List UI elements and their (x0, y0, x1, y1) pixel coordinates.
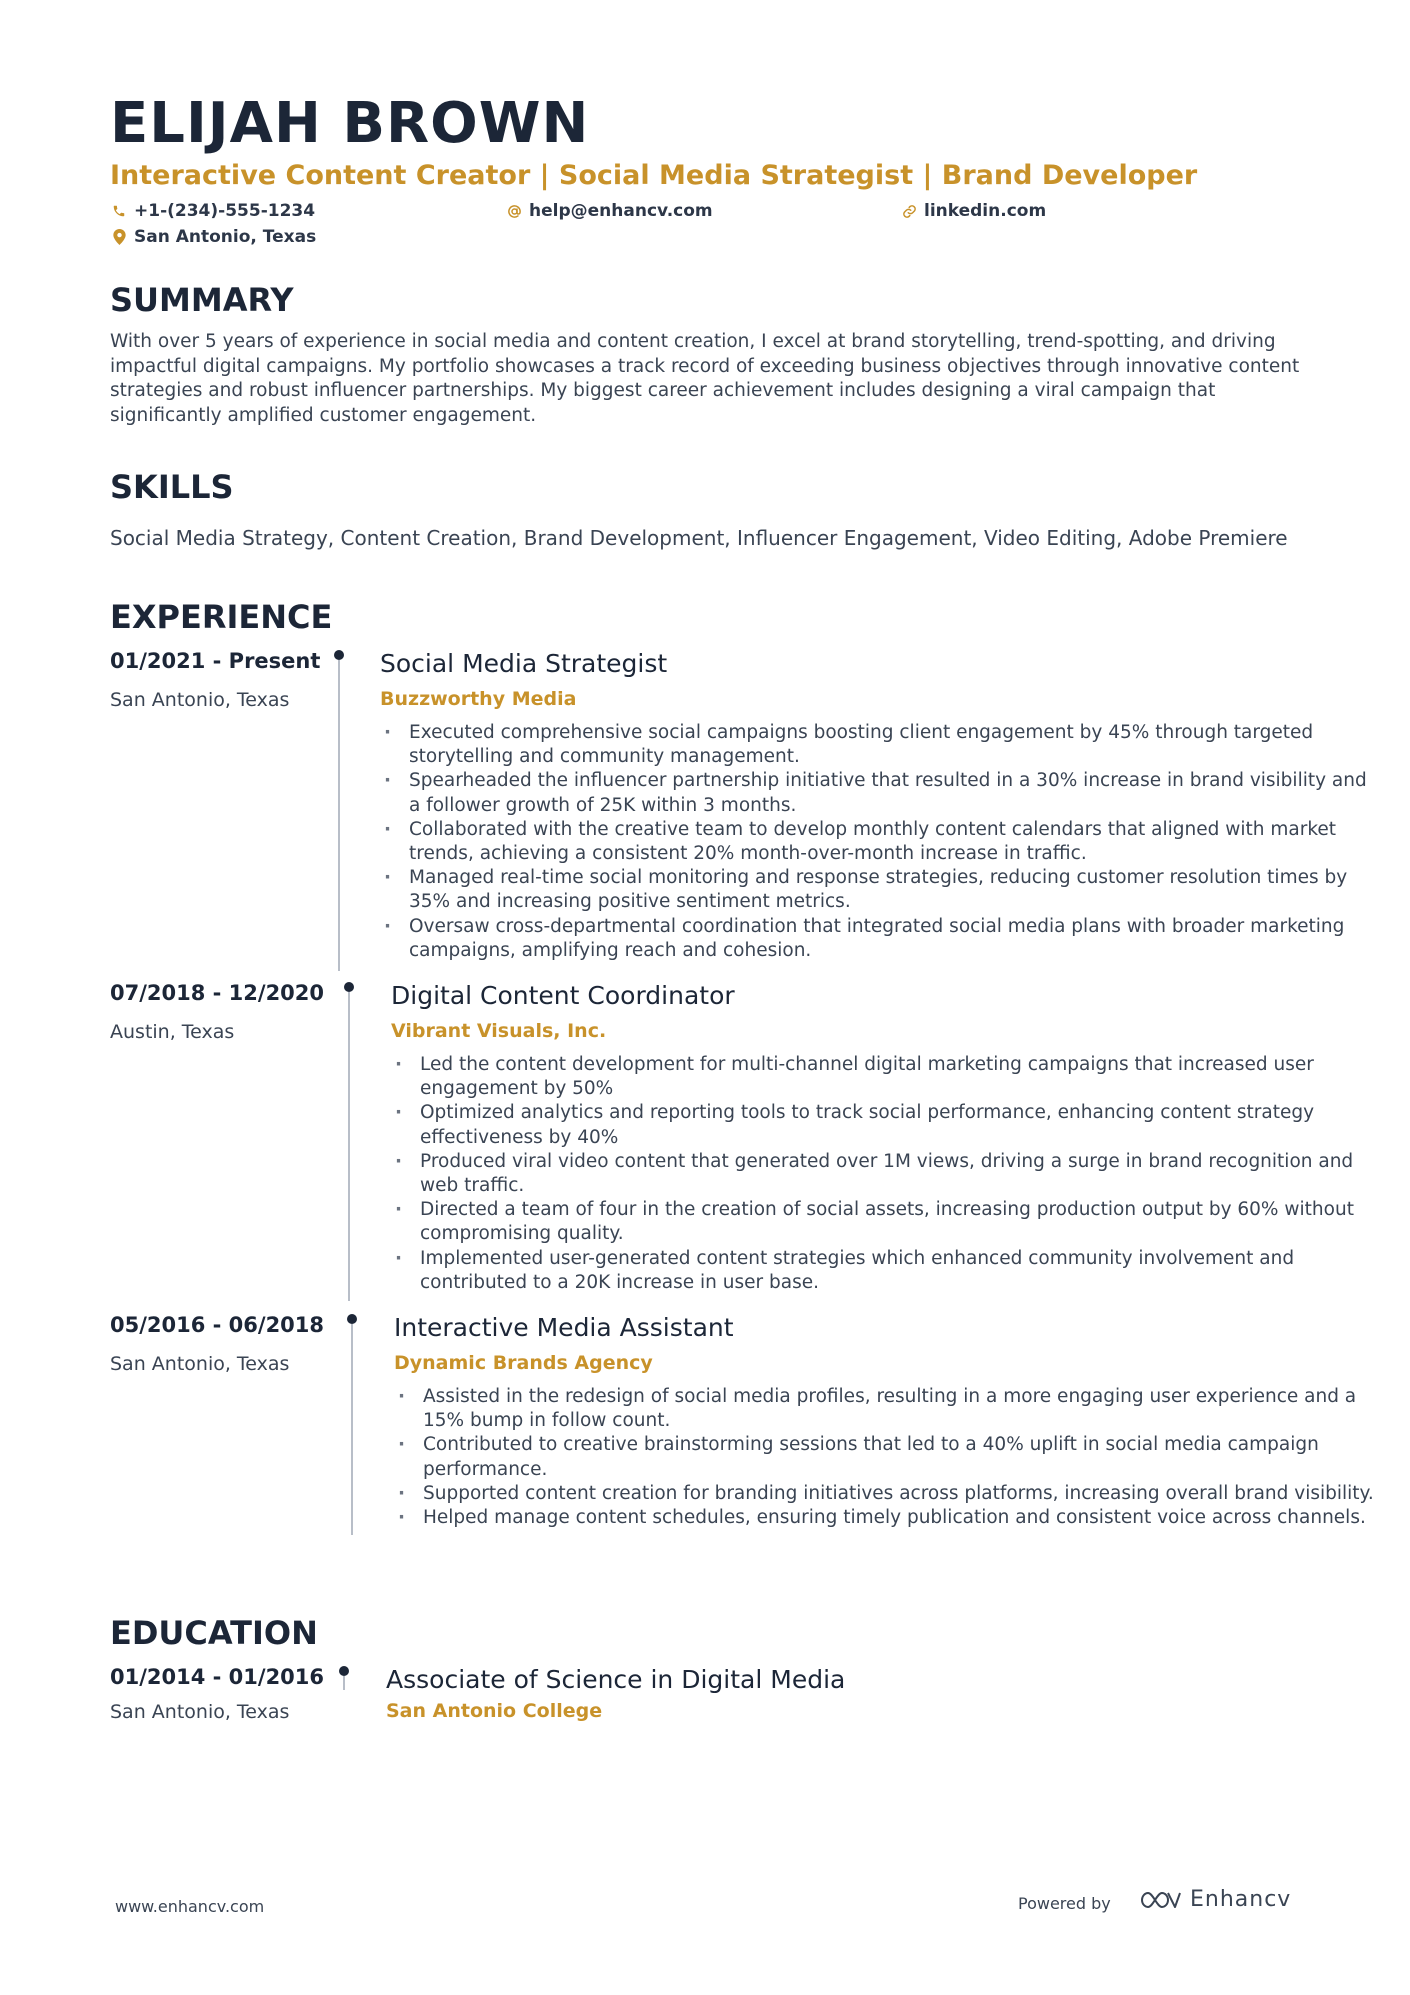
job-role: Digital Content Coordinator (391, 981, 735, 1010)
link-icon (900, 202, 918, 220)
job-bullets (391, 1053, 1391, 1295)
list-item: · Contributed to creative brainstorming sessions that led to a 40% uplift in social media campaign performance. (394, 1433, 1394, 1481)
contact-phone (110, 202, 315, 220)
phone-icon (110, 202, 128, 220)
list-item: · Oversaw cross-departmental coordination that integrated social media plans with broader marketing campaigns, amplifying reach and cohesion. (380, 915, 1380, 963)
location-text: San Antonio, Texas (134, 226, 317, 247)
footer-url[interactable]: www.enhancv.com (115, 1897, 265, 1916)
timeline-line (343, 1676, 345, 1690)
timeline-dot (339, 1666, 349, 1676)
job-location: Austin, Texas (110, 1021, 235, 1043)
education-school: San Antonio College (386, 1700, 603, 1722)
list-item: · Collaborated with the creative team to develop monthly content calendars that aligned with market trends, achieving a consistent 20% month-over-month increase in traffic. (380, 818, 1380, 866)
phone-text: +1-(234)-555-1234 (134, 200, 316, 221)
powered-by-label: Powered by (1018, 1894, 1111, 1913)
location-pin-icon (110, 228, 128, 246)
linkedin-text[interactable]: linkedin.com (924, 200, 1047, 221)
education-dates: 01/2014 - 01/2016 (110, 1665, 325, 1689)
job-dates: 05/2016 - 06/2018 (110, 1313, 325, 1337)
experience-heading: EXPERIENCE (110, 598, 333, 636)
list-item: · Supported content creation for branding initiatives across platforms, increasing overall brand visibility. (394, 1482, 1394, 1506)
job-role: Social Media Strategist (380, 649, 668, 678)
enhancv-brand[interactable] (1138, 1887, 1291, 1912)
brand-name: Enhancv (1190, 1887, 1292, 1912)
timeline-dot (334, 650, 344, 660)
list-item: · Executed comprehensive social campaigns boosting client engagement by 45% through targeted storytelling and community management. (380, 721, 1380, 769)
summary-text: With over 5 years of experience in social media and content creation, I excel at brand storytelling, trend-spotting, and driving impactful digital campaigns. My portfolio showcases a track record of exceeding business objectives through innovative content strategies and robust influencer partnerships. My biggest career achievement includes designing a viral campaign that significantly amplified customer engagement. (110, 331, 1300, 426)
list-item: · Spearheaded the influencer partnership initiative that resulted in a 30% increase in brand visibility and a follower growth of 25K within 3 months. (380, 769, 1380, 817)
list-item: · Optimized analytics and reporting tools to track social performance, enhancing content strategy effectiveness by 40% (391, 1101, 1391, 1149)
job-company: Dynamic Brands Agency (394, 1352, 653, 1374)
skills-text: Social Media Strategy, Content Creation, Brand Development, Influencer Engagement, Video Editing, Adobe Premiere (110, 526, 1288, 550)
contact-linkedin[interactable] (900, 202, 1046, 220)
job-company: Vibrant Visuals, Inc. (391, 1020, 607, 1042)
candidate-name: ELIJAH BROWN (110, 91, 590, 156)
summary-heading: SUMMARY (110, 281, 294, 319)
job-location: San Antonio, Texas (110, 689, 290, 711)
job-location: San Antonio, Texas (110, 1353, 290, 1375)
list-item: · Implemented user-generated content strategies which enhanced community involvement and contributed to a 20K increase in user base. (391, 1247, 1391, 1295)
candidate-title: Interactive Content Creator | Social Media Strategist | Brand Developer (110, 160, 1198, 191)
list-item: · Assisted in the redesign of social media profiles, resulting in a more engaging user experience and a 15% bump in follow count. (394, 1385, 1394, 1433)
job-dates: 01/2021 - Present (110, 649, 321, 673)
list-item: · Directed a team of four in the creation of social assets, increasing production output by 60% without compromising quality. (391, 1198, 1391, 1246)
contact-location (110, 228, 316, 246)
list-item: · Led the content development for multi-channel digital marketing campaigns that increased user engagement by 50% (391, 1053, 1391, 1101)
skills-heading: SKILLS (110, 468, 234, 506)
education-location: San Antonio, Texas (110, 1701, 290, 1723)
job-company: Buzzworthy Media (380, 688, 577, 710)
at-icon (505, 202, 523, 220)
job-bullets (380, 721, 1380, 963)
list-item: · Helped manage content schedules, ensuring timely publication and consistent voice across channels. (394, 1506, 1394, 1530)
timeline-line (348, 992, 350, 1301)
timeline-line (338, 660, 340, 971)
job-dates: 07/2018 - 12/2020 (110, 981, 325, 1005)
email-text[interactable]: help@enhancv.com (529, 200, 713, 221)
list-item: · Managed real-time social monitoring and response strategies, reducing customer resolution times by 35% and increasing positive sentiment metrics. (380, 866, 1380, 914)
list-item: · Produced viral video content that generated over 1M views, driving a surge in brand recognition and web traffic. (391, 1150, 1391, 1198)
timeline-line (351, 1324, 353, 1535)
contact-email[interactable] (505, 202, 713, 220)
education-heading: EDUCATION (110, 1614, 318, 1652)
job-bullets (394, 1385, 1394, 1530)
education-degree: Associate of Science in Digital Media (386, 1665, 846, 1694)
job-role: Interactive Media Assistant (394, 1313, 734, 1342)
enhancv-logo-icon (1138, 1888, 1182, 1912)
timeline-dot (344, 982, 354, 992)
timeline-dot (347, 1314, 357, 1324)
